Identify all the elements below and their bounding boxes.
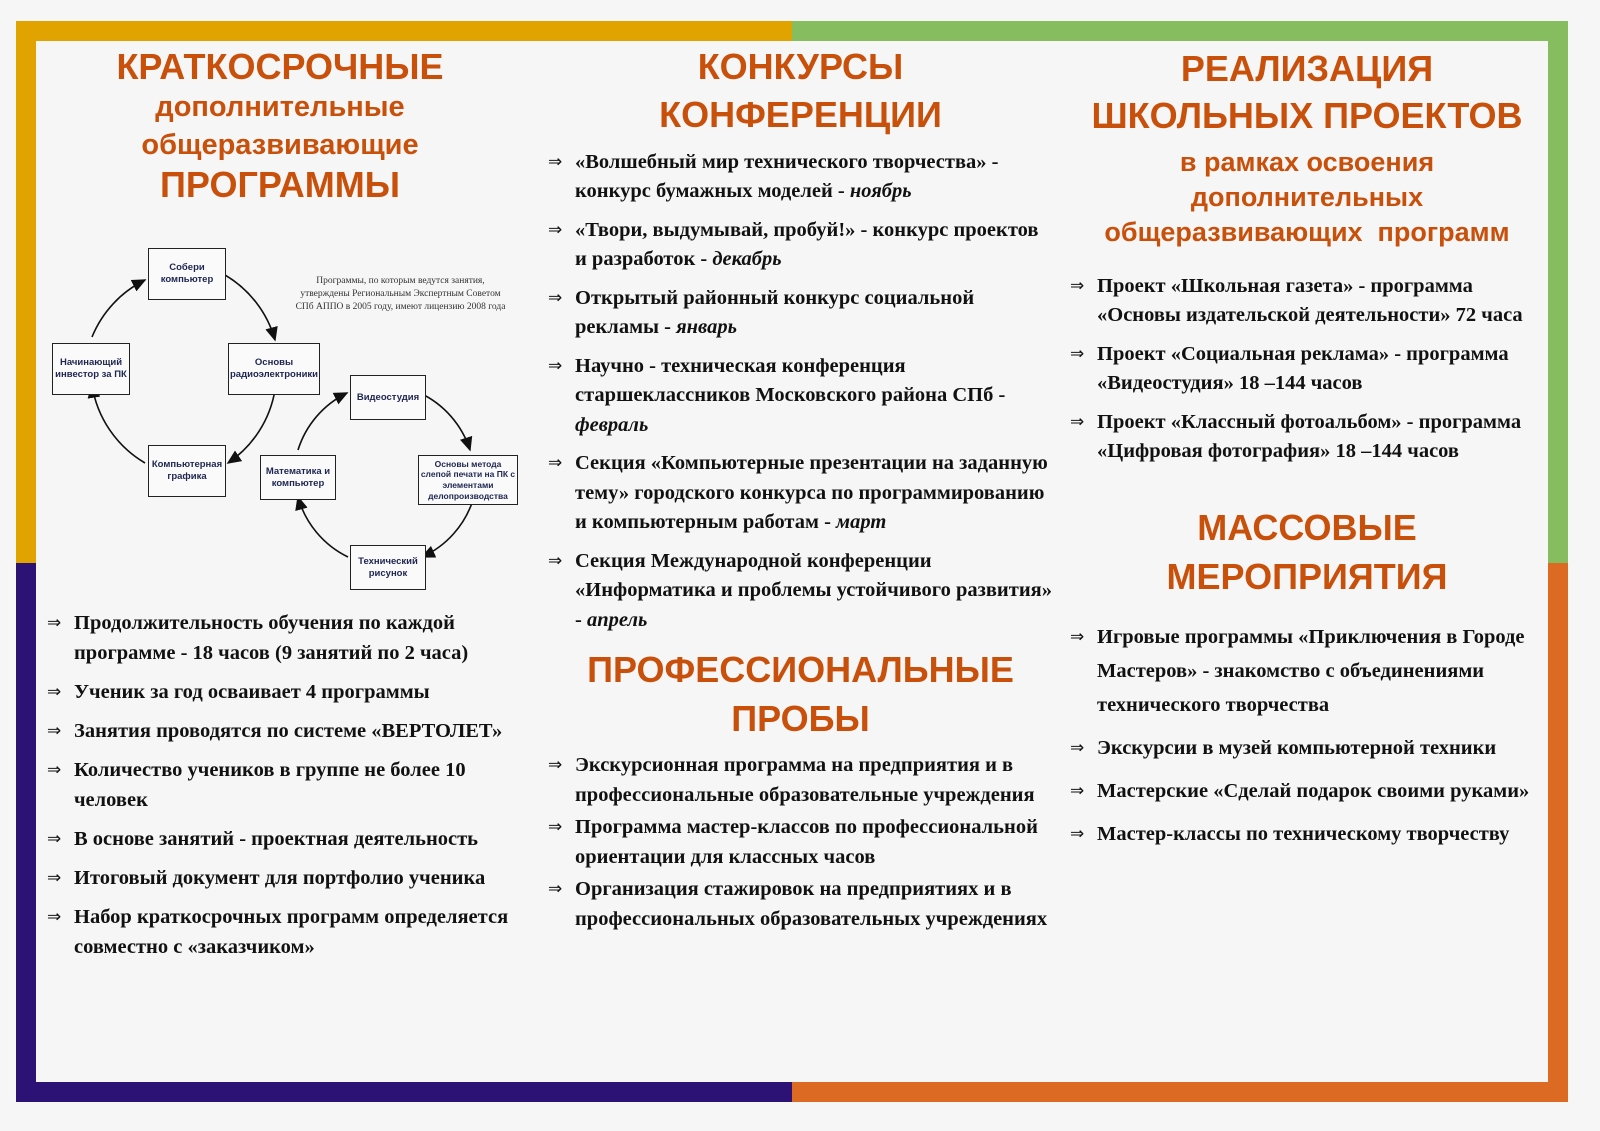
frame-right-top	[1548, 21, 1568, 563]
list-item	[548, 751, 1053, 810]
event-month: январь	[676, 316, 737, 339]
list-item	[548, 148, 1053, 207]
left-title	[40, 46, 520, 205]
arrow-right-icon: ⇒	[548, 817, 563, 838]
list-item-text: Секция «Компьютерные презентации на заданную тему» городского конкурса по программированию и компьютерным работам -	[575, 452, 1048, 534]
diagram-box: Основы радиоэлектроники	[228, 343, 320, 395]
list-item	[1070, 272, 1546, 331]
list-item-text: В основе занятий - проектная деятельность	[74, 828, 479, 850]
list-item-text: Экскурсии в музей компьютерной техники	[1097, 736, 1497, 759]
middle-title	[548, 46, 1053, 136]
arrow-right-icon: ⇒	[47, 829, 62, 849]
arrow-right-icon: ⇒	[548, 151, 563, 172]
list-item-text: Продолжительность обучения по каждой программе - 18 часов (9 занятий по 2 часа)	[74, 612, 469, 664]
list-item	[548, 216, 1053, 275]
list-item	[1070, 620, 1546, 722]
list-item	[47, 716, 517, 746]
left-title-line4: ПРОГРАММЫ	[160, 164, 400, 206]
list-item-text: Итоговый документ для портфолио ученика	[74, 867, 486, 889]
middle-title-line2: КОНФЕРЕНЦИИ	[659, 94, 942, 136]
list-item	[1070, 817, 1546, 851]
arrow-right-icon: ⇒	[47, 907, 62, 927]
list-item	[548, 284, 1053, 343]
list-item-text: Проект «Социальная реклама» - программа «Видеостудия» 18 –144 часов	[1097, 342, 1509, 395]
diagram-note: Программы, по которым ведутся занятия, утверждены Региональным Экспертным Советом СПб АППО в 2005 году, имеют лицензию 2008 года	[295, 276, 506, 312]
list-item-text: Проект «Классный фотоальбом» - программа «Цифровая фотография» 18 –144 часов	[1097, 410, 1522, 463]
frame-left-top	[16, 21, 36, 563]
left-column	[40, 44, 520, 205]
arrow-right-icon: ⇒	[1070, 411, 1085, 432]
list-item	[548, 449, 1053, 538]
list-item-text: Мастер-классы по техническому творчеству	[1097, 822, 1510, 845]
arrow-right-icon: ⇒	[47, 868, 62, 888]
middle-title2-line1: ПРОФЕССИОНАЛЬНЫЕ	[587, 649, 1014, 691]
programs-cycle-diagram	[50, 245, 520, 600]
list-item	[1070, 340, 1546, 399]
frame-right-bottom	[1548, 563, 1568, 1102]
diagram-box: Математика и компьютер	[260, 455, 336, 500]
list-item-text: Секция Международной конференции «Информатика и проблемы устойчивого развития» -	[575, 549, 1052, 631]
list-item	[548, 547, 1053, 636]
list-item-text: Проект «Школьная газета» - программа «Основы издательской деятельности» 72 часа	[1097, 274, 1523, 327]
arrow-right-icon: ⇒	[1070, 737, 1085, 758]
left-title-line1: КРАТКОСРОЧНЫЕ	[116, 46, 444, 87]
right-column	[1068, 44, 1546, 851]
list-item-text: Ученик за год осваивает 4 программы	[74, 681, 430, 703]
list-item	[1070, 774, 1546, 808]
arrow-right-icon: ⇒	[47, 760, 62, 780]
list-item	[548, 352, 1053, 441]
right-title-line5: общеразвивающих программ	[1104, 216, 1510, 247]
list-item-text: Набор краткосрочных программ определяется совместно с «заказчиком»	[74, 906, 509, 958]
arrow-right-icon: ⇒	[1070, 823, 1085, 844]
diagram-box: Основы метода слепой печати на ПК с элементами делопроизводства	[418, 455, 518, 505]
middle-column	[548, 44, 1053, 934]
event-month: декабрь	[712, 248, 782, 271]
diagram-box: Начинающий инвестор за ПК	[52, 343, 130, 395]
arrow-right-icon: ⇒	[47, 721, 62, 741]
diagram-box: Собери компьютер	[148, 248, 226, 300]
list-item	[548, 813, 1053, 872]
arrow-right-icon: ⇒	[548, 219, 563, 240]
right-title-2	[1068, 507, 1546, 598]
list-item-text: Организация стажировок на предприятиях и в профессиональных образовательных учреждениях	[575, 878, 1048, 930]
right-title2-line1: МАССОВЫЕ	[1197, 506, 1417, 548]
left-title-line3: общеразвивающие	[141, 128, 419, 161]
frame-bottom-right	[792, 1082, 1568, 1102]
list-item-text: Игровые программы «Приключения в Городе Мастеров» - знакомство с объединениями технического творчества	[1097, 625, 1525, 716]
list-item	[47, 863, 517, 893]
list-item	[47, 755, 517, 815]
arrow-right-icon: ⇒	[548, 755, 563, 776]
list-item-text: Занятия проводятся по системе «ВЕРТОЛЕТ»	[74, 720, 503, 742]
right-title-line3: в рамках освоения	[1179, 146, 1435, 177]
arrow-right-icon: ⇒	[1070, 275, 1085, 296]
event-month: апрель	[586, 608, 648, 631]
list-item	[47, 902, 517, 962]
frame-top-right	[792, 21, 1568, 41]
list-item-text: Открытый районный конкурс социальной рекламы -	[575, 286, 975, 339]
arrow-right-icon: ⇒	[47, 613, 62, 633]
arrow-right-icon: ⇒	[548, 355, 563, 376]
diagram-box: Видеостудия	[350, 375, 426, 420]
arrow-right-icon: ⇒	[1070, 780, 1085, 801]
frame-bottom-left	[16, 1082, 792, 1102]
arrow-right-icon: ⇒	[1070, 343, 1085, 364]
right-title	[1068, 48, 1546, 248]
right-title-line4: дополнительных	[1190, 181, 1424, 212]
list-item-text: Программа мастер-классов по профессиональной ориентации для классных часов	[575, 816, 1038, 868]
event-month: март	[836, 511, 887, 534]
list-item	[47, 824, 517, 854]
middle-title-line1: КОНКУРСЫ	[697, 46, 904, 87]
event-month: февраль	[575, 413, 649, 436]
list-item	[548, 875, 1053, 934]
list-item	[47, 608, 517, 668]
event-month: ноябрь	[849, 180, 912, 203]
arrow-right-icon: ⇒	[548, 287, 563, 308]
right-title2-line2: МЕРОПРИЯТИЯ	[1166, 556, 1448, 598]
list-item-text: Научно - техническая конференция старшеклассников Московского района СПб -	[575, 354, 1006, 407]
diagram-box: Компьютерная графика	[148, 445, 226, 497]
right-title-line2: ШКОЛЬНЫХ ПРОЕКТОВ	[1091, 95, 1523, 137]
list-item-text: «Твори, выдумывай, пробуй!» - конкурс проектов и разработок -	[575, 218, 1039, 271]
list-item-text: «Волшебный мир технического творчества» - конкурс бумажных моделей -	[575, 150, 999, 203]
arrow-right-icon: ⇒	[1070, 626, 1085, 647]
middle-title-2	[548, 649, 1053, 739]
list-item	[1070, 408, 1546, 467]
list-item	[47, 677, 517, 707]
middle-title2-line2: ПРОБЫ	[731, 697, 870, 739]
left-title-line2: дополнительные	[155, 91, 405, 124]
list-item-text: Количество учеников в группе не более 10 человек	[74, 759, 466, 811]
list-item-text: Экскурсионная программа на предприятия и в профессиональные образовательные учреждения	[575, 754, 1035, 806]
right-title-line1: РЕАЛИЗАЦИЯ	[1180, 48, 1434, 89]
arrow-right-icon: ⇒	[548, 453, 563, 474]
frame-left-bottom	[16, 563, 36, 1102]
diagram-box: Технический рисунок	[350, 545, 426, 590]
list-item	[1070, 731, 1546, 765]
arrow-right-icon: ⇒	[548, 550, 563, 571]
arrow-right-icon: ⇒	[548, 879, 563, 900]
left-list	[47, 608, 517, 962]
arrow-right-icon: ⇒	[47, 682, 62, 702]
frame-top-left	[16, 21, 792, 41]
list-item-text: Мастерские «Сделай подарок своими руками»	[1097, 779, 1530, 802]
